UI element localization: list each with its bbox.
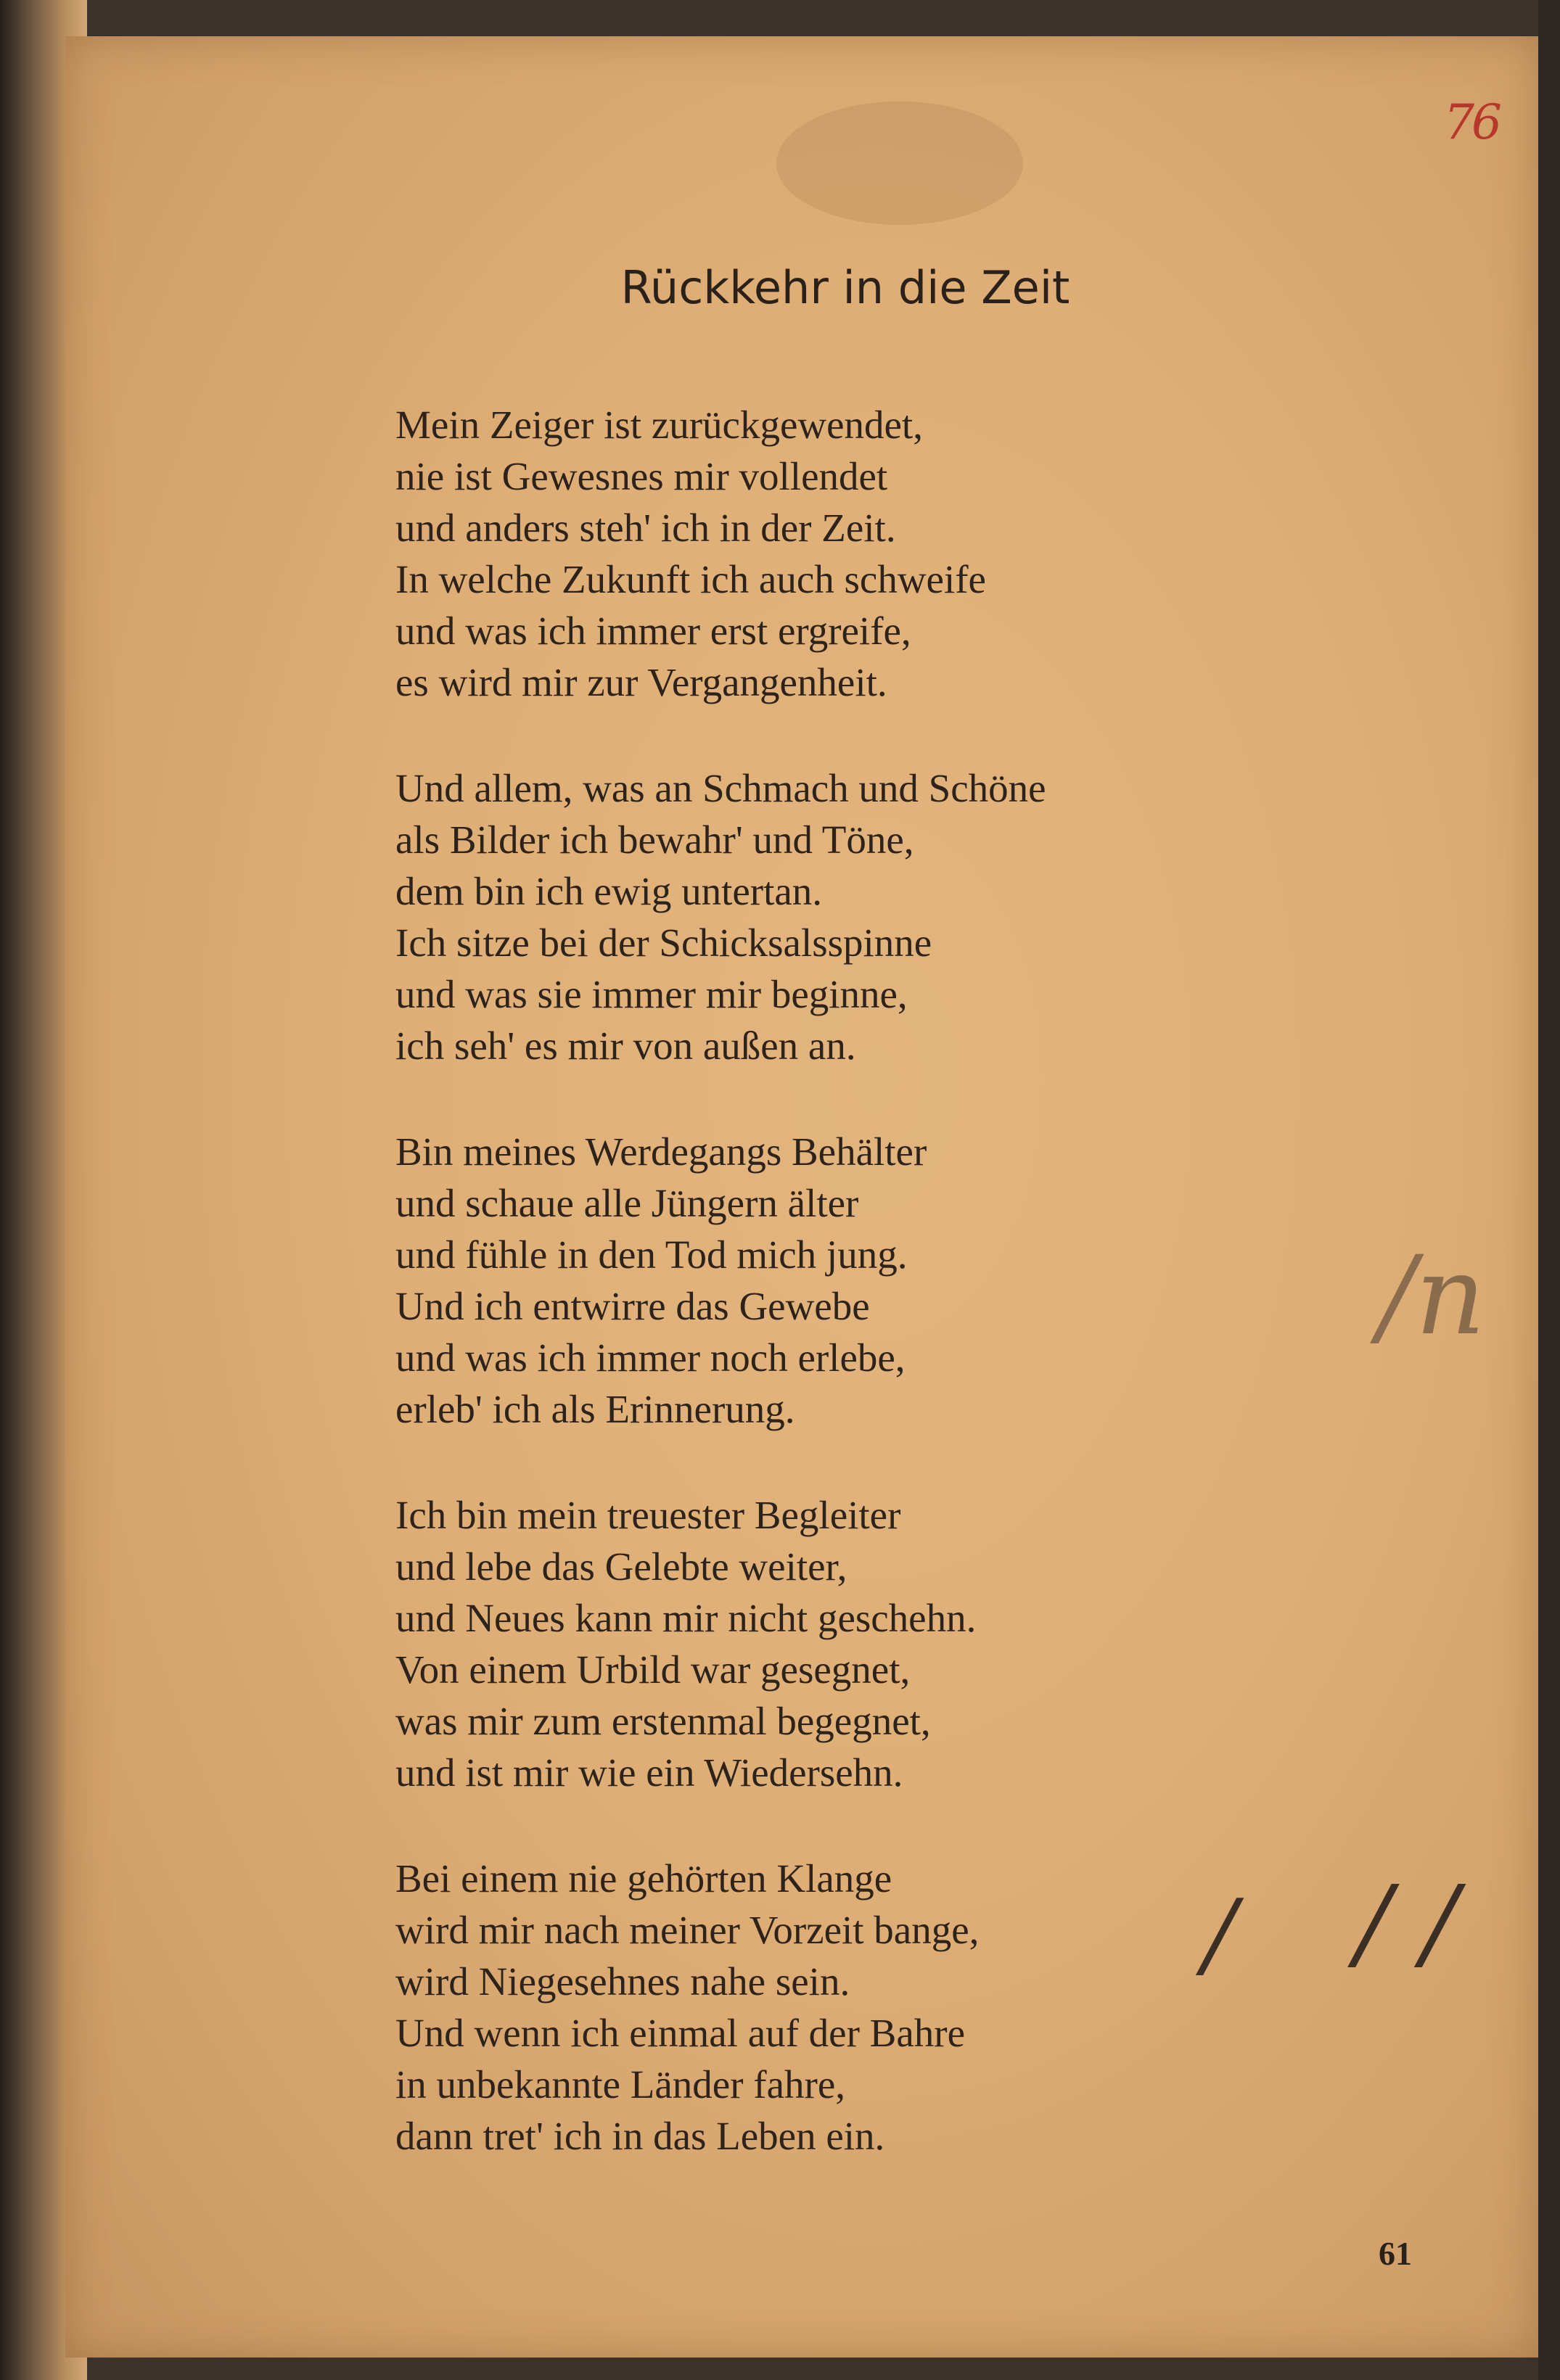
stanza-4 bbox=[395, 1489, 1353, 1798]
stanza-2 bbox=[395, 762, 1353, 1071]
poem-line: wird Niegesehnes nahe sein. bbox=[395, 1959, 850, 2004]
poem-line: Von einem Urbild war gesegnet, bbox=[395, 1647, 911, 1692]
poem-line: nie ist Gewesnes mir vollendet bbox=[395, 454, 888, 498]
poem-line: und schaue alle Jüngern älter bbox=[395, 1181, 859, 1225]
poem-line: und was sie immer mir beginne, bbox=[395, 972, 908, 1016]
poem-title: Rückkehr in die Zeit bbox=[620, 261, 1070, 314]
poem-line: erleb' ich als Erinnerung. bbox=[395, 1387, 795, 1431]
poem-line: ich seh' es mir von außen an. bbox=[395, 1024, 856, 1068]
poem-line: Bei einem nie gehörten Klange bbox=[395, 1856, 892, 1901]
poem-line: in unbekannte Länder fahre, bbox=[395, 2062, 845, 2107]
poem-line: Ich bin mein treuester Begleiter bbox=[395, 1493, 901, 1537]
poem-line: und Neues kann mir nicht geschehn. bbox=[395, 1596, 977, 1640]
poem-line: In welche Zukunft ich auch schweife bbox=[395, 557, 986, 601]
handwritten-margin-mark: / / bbox=[1344, 1864, 1471, 1982]
poem-line: dem bin ich ewig untertan. bbox=[395, 869, 823, 913]
poem-line: es wird mir zur Vergangenheit. bbox=[395, 660, 887, 704]
poem-line: Und ich entwirre das Gewebe bbox=[395, 1284, 870, 1328]
stanza-3 bbox=[395, 1126, 1353, 1435]
handwritten-page-annotation: 76 bbox=[1444, 94, 1499, 150]
poem-line: und fühle in den Tod mich jung. bbox=[395, 1232, 908, 1277]
poem-line: und lebe das Gelebte weiter, bbox=[395, 1544, 847, 1589]
poem-line: und was ich immer erst ergreife, bbox=[395, 609, 911, 653]
stanza-5 bbox=[395, 1853, 1353, 2162]
paper-sheet bbox=[65, 36, 1538, 2358]
poem-line: dann tret' ich in das Leben ein. bbox=[395, 2114, 885, 2158]
poem-line: und ist mir wie ein Wiedersehn. bbox=[395, 1750, 903, 1795]
poem-line: wird mir nach meiner Vorzeit bange, bbox=[395, 1908, 980, 1952]
paper-stain bbox=[776, 102, 1023, 225]
poem-line: was mir zum erstenmal begegnet, bbox=[395, 1699, 931, 1743]
poem-line: Und wenn ich einmal auf der Bahre bbox=[395, 2011, 965, 2055]
handwritten-margin-mark: / bbox=[1192, 1879, 1248, 1989]
poem-line: Bin meines Werdegangs Behälter bbox=[395, 1129, 927, 1174]
poem-line: Ich sitze bei der Schicksalsspinne bbox=[395, 921, 932, 965]
stanza-1 bbox=[395, 399, 1353, 708]
poem-line: und anders steh' ich in der Zeit. bbox=[395, 506, 896, 550]
handwritten-margin-mark: /n bbox=[1379, 1233, 1486, 1359]
poem-line: als Bilder ich bewahr' und Töne, bbox=[395, 818, 914, 862]
poem-line: Und allem, was an Schmach und Schöne bbox=[395, 766, 1046, 810]
scan-edge bbox=[1538, 0, 1560, 2380]
page-number: 61 bbox=[1379, 2235, 1412, 2272]
poem-line: und was ich immer noch erlebe, bbox=[395, 1335, 906, 1380]
poem-line: Mein Zeiger ist zurückgewendet, bbox=[395, 403, 923, 447]
